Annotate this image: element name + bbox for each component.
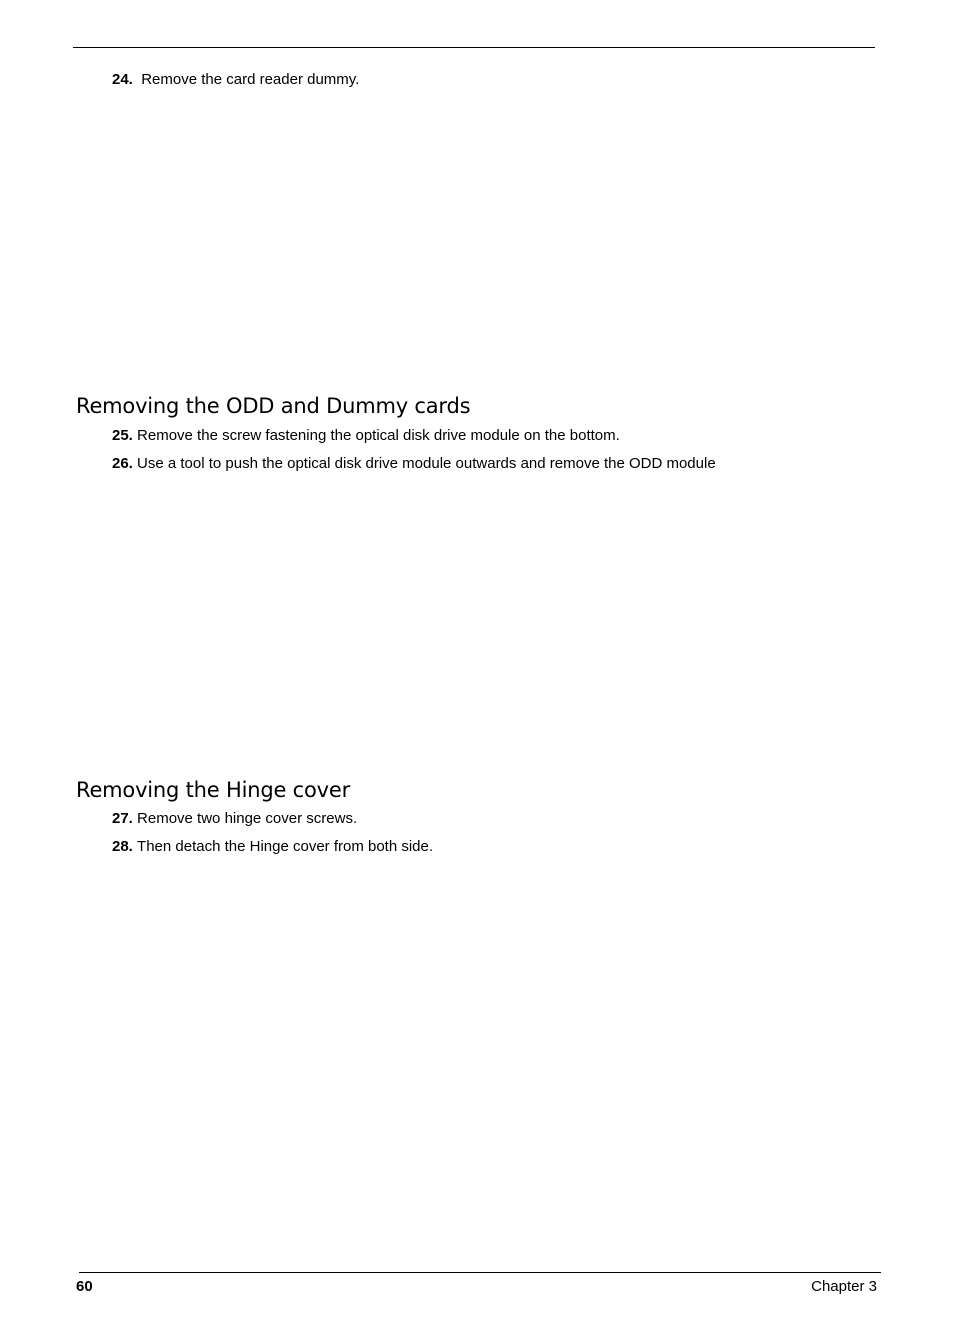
step-28 — [112, 838, 433, 856]
step-27 — [112, 810, 357, 828]
step-number: 27. — [112, 810, 133, 827]
step-text: Use a tool to push the optical disk drive module outwards and remove the ODD module — [137, 455, 716, 472]
section-title-hinge: Removing the Hinge cover — [76, 778, 351, 802]
step-26 — [112, 455, 716, 473]
step-25 — [112, 427, 620, 445]
step-text: Remove the screw fastening the optical disk drive module on the bottom. — [137, 427, 620, 444]
header-rule — [73, 47, 875, 48]
step-number: 28. — [112, 838, 133, 855]
step-text: Remove two hinge cover screws. — [137, 810, 358, 827]
step-number: 26. — [112, 455, 133, 472]
step-text: Then detach the Hinge cover from both side. — [137, 838, 434, 855]
step-number: 25. — [112, 427, 133, 444]
step-number: 24. — [112, 71, 133, 88]
step-24 — [112, 71, 359, 89]
section-title-odd: Removing the ODD and Dummy cards — [76, 394, 471, 418]
page-number: 60 — [76, 1278, 93, 1295]
footer-rule — [79, 1272, 881, 1273]
step-text: Remove the card reader dummy. — [141, 71, 360, 88]
chapter-label: Chapter 3 — [811, 1278, 877, 1295]
